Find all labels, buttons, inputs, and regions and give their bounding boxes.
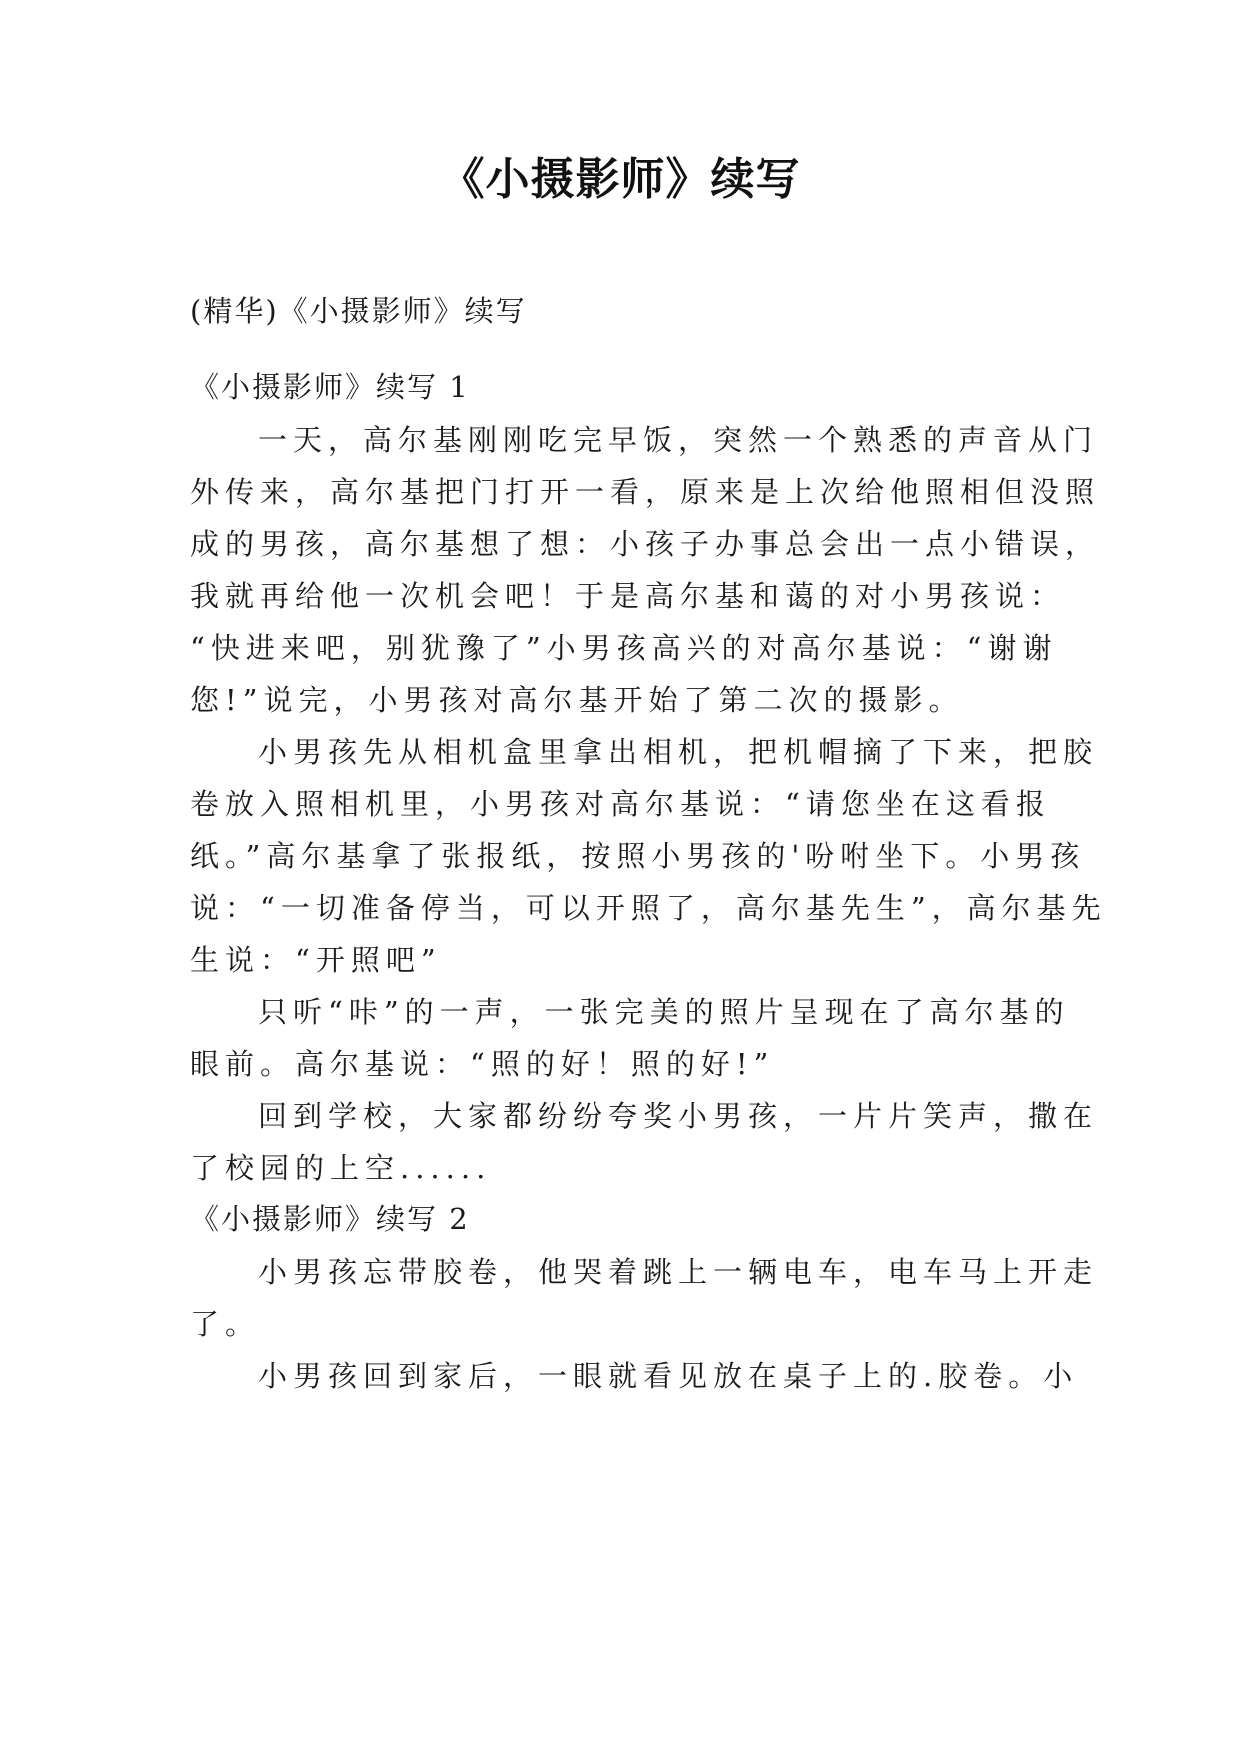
paragraph-line: 眼前。高尔基说：“照的好！照的好!” (190, 1047, 775, 1081)
paragraph-line: 一天，高尔基刚刚吃完早饭，突然一个熟悉的声音从门 (258, 423, 1099, 457)
paragraph-line: 只听“咔”的一声，一张完美的照片呈现在了高尔基的 (258, 995, 1070, 1029)
paragraph-line: 成的男孩，高尔基想了想：小孩子办事总会出一点小错误， (190, 527, 1101, 561)
paragraph-line: “快进来吧，别犹豫了”小男孩高兴的对高尔基说：“谢谢 (190, 631, 1058, 665)
paragraph-line: 卷放入照相机里，小男孩对高尔基说：“请您坐在这看报 (190, 787, 1051, 821)
section-heading-1: 《小摄影师》续写 1 (190, 370, 470, 404)
paragraph-line: 外传来，高尔基把门打开一看，原来是上次给他照相但没照 (190, 475, 1101, 509)
document-title: 《小摄影师》续写 (440, 154, 801, 205)
document-subtitle: (精华)《小摄影师》续写 (190, 294, 527, 328)
paragraph-line: 小男孩回到家后，一眼就看见放在桌子上的.胶卷。小 (258, 1359, 1079, 1393)
paragraph-line: 小男孩先从相机盒里拿出相机，把机帽摘了下来，把胶 (258, 735, 1099, 769)
section-heading-2: 《小摄影师》续写 2 (190, 1202, 470, 1236)
paragraph-line: 生说：“开照吧” (190, 943, 442, 977)
paragraph-line: 小男孩忘带胶卷，他哭着跳上一辆电车，电车马上开走 (258, 1255, 1099, 1289)
paragraph-line: 我就再给他一次机会吧！于是高尔基和蔼的对小男孩说： (190, 579, 1066, 613)
paragraph-line: 了校园的上空...... (190, 1151, 492, 1185)
paragraph-line: 纸。”高尔基拿了张报纸，按照小男孩的'吩咐坐下。小男孩 (190, 839, 1086, 873)
paragraph-line: 您!”说完，小男孩对高尔基开始了第二次的摄影。 (190, 683, 964, 717)
paragraph-line: 了。 (190, 1307, 261, 1341)
paragraph-line: 说：“一切准备停当，可以开照了，高尔基先生”，高尔基先 (190, 891, 1107, 925)
paragraph-line: 回到学校，大家都纷纷夸奖小男孩，一片片笑声，撒在 (258, 1099, 1099, 1133)
